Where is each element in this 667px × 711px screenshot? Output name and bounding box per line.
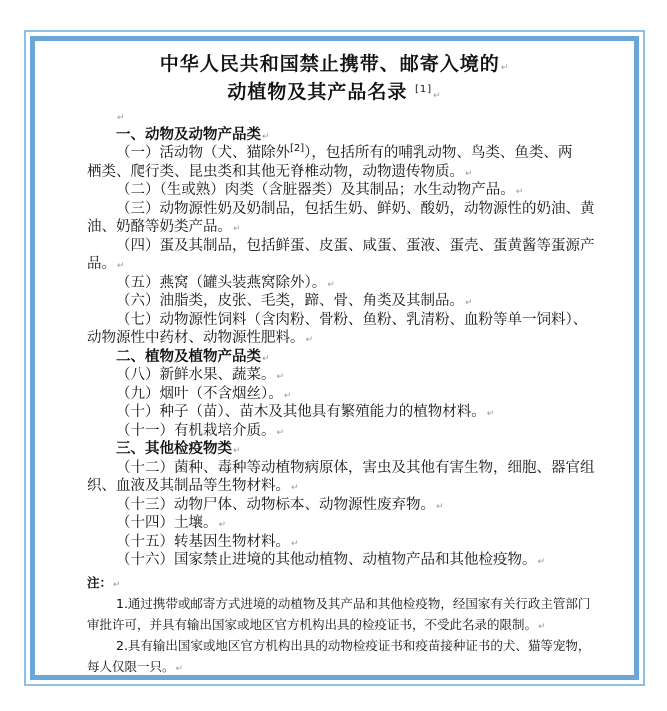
section-heading [87,440,597,459]
list-line [87,144,597,163]
line-text: （一）活动物（犬、猫除外 [116,145,290,161]
notes-label [87,572,597,593]
list-line [87,551,597,570]
note-2-text-a: 2.具有输出国家或地区官方机构出具的动物检疫证书和疫苗接种证书的犬、猫等宠物， [116,638,591,653]
paragraph-mark: ↵ [233,446,241,456]
line-text: 动物源性中药材、动物源性肥料。 [87,330,305,346]
paragraph-mark: ↵ [233,224,241,234]
list-line [87,422,597,441]
line-text: 品。 [87,256,116,272]
line-text: （十）种子（苗）、苗木及其他具有繁殖能力的植物材料。 [116,404,486,420]
paragraph-mark: ↵ [117,261,125,271]
paragraph-mark: ↵ [276,372,285,382]
title-line-2 [35,79,634,105]
paragraph-mark: ↵ [283,390,292,401]
note-2-text-b: 每人仅限一只。 [87,659,175,674]
line-text: （十三）动物尸体、动物标本、动物源性废弃物。 [116,496,435,513]
list-line [87,255,597,274]
paragraph-mark: ↵ [537,557,546,567]
line-text: （十四）土壤。 [116,515,218,531]
line-text: 三、其他检疫物类 [116,441,232,457]
line-text: 一、动物及动物产品类 [116,126,261,143]
notes-label-text: 注： [87,575,113,590]
paragraph-mark: ↵ [538,622,546,632]
paragraph-mark: ↵ [262,131,270,142]
paragraph-mark: ↵ [276,427,285,438]
list-line [87,533,597,552]
list-line [87,181,597,200]
document-body [87,107,597,570]
list-line [87,477,597,496]
list-line [87,218,597,237]
section-heading [87,126,597,145]
paragraph-mark: ↵ [291,483,299,493]
note-1-text-b: 审批许可，并具有输出国家或地区官方机构出具的检疫证书，不受此名录的限制。 [87,617,538,632]
line-text: （十五）转基因生物材料。 [116,533,290,550]
line-text: 油、奶酪等奶类产品。 [87,219,232,235]
list-line [87,514,597,533]
line-text: （七）动物源性饲料（含肉粉、骨粉、鱼粉、乳清粉、血粉等单一饲料）、 [116,311,588,328]
line-text: （六）油脂类，皮张、毛类，蹄、骨、角类及其制品。 [116,293,464,309]
note-2-line-2 [87,656,597,677]
line-text: （九）烟叶（不含烟丝）。 [116,385,283,402]
footnote-ref: [2] [290,143,305,154]
line-text-rest: ），包括所有的哺乳动物、鸟类、鱼类、两 [304,145,573,161]
list-line [87,311,597,330]
line-text: （十二）菌种、毒种等动植物病原体，害虫及其他有害生物，细胞、器官组 [116,459,595,476]
list-line [87,385,597,404]
paragraph-mark: ↵ [305,335,314,345]
title-line-1 [35,51,634,77]
list-line [87,163,597,182]
list-line [87,274,597,293]
paragraph-mark: ↵ [113,580,121,590]
paragraph-mark: ↵ [515,187,524,197]
line-text: 二、植物及植物产品类 [116,348,261,365]
paragraph-mark: ↵ [436,501,444,512]
note-2-line-1 [87,635,597,656]
line-text: （二）（生或熟）肉类（含脏器类）及其制品；水生动物产品。 [116,182,515,198]
paragraph-mark: ↵ [486,409,495,419]
line-text: （十一）有机栽培介质。 [116,422,276,439]
document-frame [24,30,645,686]
paragraph-mark: ↵ [327,279,335,290]
list-line [87,292,597,311]
notes-section [87,572,597,677]
line-text: （五）燕窝（罐头装燕窝除外）。 [116,274,327,291]
note-1-line-1 [87,593,597,614]
footnote-ref: [1] [414,84,433,95]
paragraph-mark: ↵ [175,664,184,674]
paragraph-mark: ↵ [262,353,270,364]
line-text: 织、血液及其制品等生物材料。 [87,478,290,494]
paragraph-mark: ↵ [465,168,473,179]
list-line [87,329,597,348]
line-text: （三）动物源性奶及奶制品，包括生奶、鲜奶、酸奶，动物源性的奶油、黄 [116,200,595,217]
list-line [87,459,597,478]
blank-line [87,107,597,126]
list-line [87,200,597,219]
note-1-line-2 [87,614,597,635]
line-text: （八）新鲜水果、蔬菜。 [116,367,276,383]
list-line [87,403,597,422]
paragraph-mark: ↵ [218,520,227,530]
title-text-2: 动植物及其产品名录 [227,81,408,103]
note-1-text-a: 1.通过携带或邮寄方式进境的动植物及其产品和其他检疫物，经国家有关行政主管部门 [116,596,591,611]
paragraph-mark: ↵ [465,298,473,308]
list-line [87,496,597,515]
title-text-1: 中华人民共和国禁止携带、邮寄入境的 [159,53,500,75]
paragraph-mark: ↵ [500,63,510,73]
section-heading [87,348,597,367]
document-page [30,36,639,680]
line-text: （四）蛋及其制品，包括鲜蛋、皮蛋、咸蛋、蛋液、蛋壳、蛋黄酱等蛋源产 [116,237,595,254]
paragraph-mark: ↵ [117,113,125,123]
paragraph-mark: ↵ [433,91,442,101]
line-text: （十六）国家禁止进境的其他动植物、动植物产品和其他检疫物。 [116,552,537,568]
paragraph-mark: ↵ [291,538,299,549]
line-text: 栖类、爬行类、昆虫类和其他无脊椎动物，动物遗传物质。 [87,163,464,180]
list-line [87,237,597,256]
list-line [87,366,597,385]
